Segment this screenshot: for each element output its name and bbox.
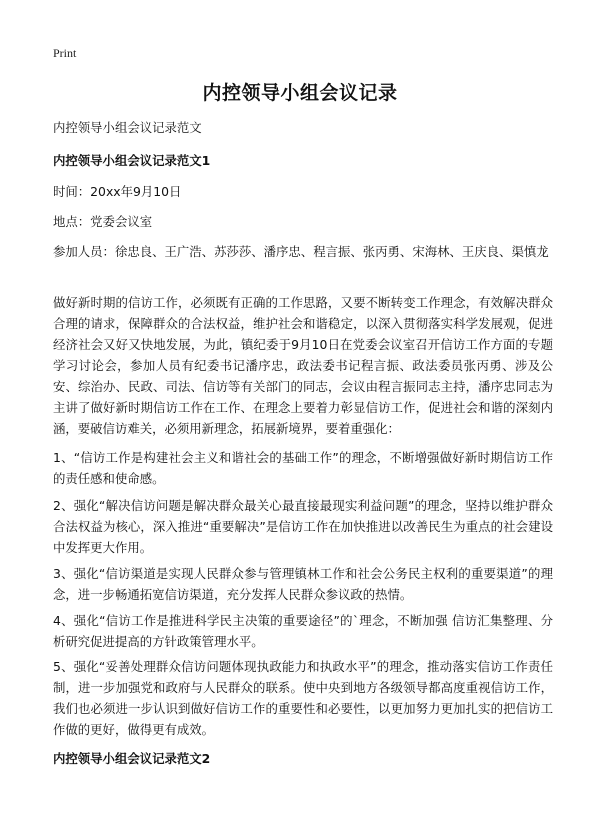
meeting-attendees: 参加人员：徐忠良、王广浩、苏莎莎、潘序忠、程言振、张丙勇、宋海林、王庆良、渠慎龙 [53, 244, 549, 259]
document-subtitle: 内控领导小组会议记录范文 [53, 120, 202, 135]
point-item: 3、强化“信访渠道是实现人民群众参与管理镇林工作和社会公务民主权利的重要渠道”的理念，进一步畅通拓宽信访渠道，充分发挥人民群众参议政的热情。 [53, 566, 553, 602]
page-title: 内控领导小组会议记录 [202, 82, 398, 104]
meeting-time: 时间：20xx年9月10日 [53, 184, 182, 199]
point-item: 5、强化“妥善处理群众信访问题体现执政能力和执政水平”的理念，推动落实信访工作责任制，进一步加强党和政府与人民群众的联系。使中央到地方各级领导都高度重视信访工作，我们也必须进一步认识到做好信访工作的重要性和必要性，以更加努力更加扎实的把信访工作做的更好，做得更有成效。 [53, 659, 553, 737]
section1-heading: 内控领导小组会议记录范文1 [53, 153, 211, 168]
point-item: 1、“信访工作是构建社会主义和谐社会的基础工作”的理念，不断增强做好新时期信访工作的责任感和使命感。 [53, 450, 553, 486]
print-link[interactable]: Print [53, 46, 77, 60]
section2-heading: 内控领导小组会议记录范文2 [53, 751, 211, 766]
point-item: 4、强化“信访工作是推进科学民主决策的重要途径”的`理念，不断加强 信访汇集整理、分析研究促进提高的方针政策管理水平。 [53, 613, 553, 649]
point-item: 2、强化“解决信访问题是解决群众最关心最直接最现实利益问题”的理念，坚持以维护群众合法权益为核心，深入推进“重要解决”是信访工作在加快推进以改善民生为重点的社会建设中发挥更大作用。 [53, 498, 553, 555]
intro-paragraph: 做好新时期的信访工作，必须既有正确的工作思路，又要不断转变工作理念，有效解决群众合理的请求，保障群众的合法权益，维护社会和谐稳定，以深入贯彻落实科学发展观，促进经济社会又好又快地发展，为此，镇纪委于9月10日在党委会议室召开信访工作方面的专题学习讨论会，参加人员有纪委书记潘序忠，政法委书记程言振、政法委员张丙勇、涉及公安、综治办、民政、司法、信访等有关部门的同志，会议由程言振同志主持，潘序忠同志为主讲了做好新时期信访工作在工作、在理念上要着力彰显信访工作，促进社会和谐的深刻内涵，要破信访难关，必须用新理念，拓展新境界，要着重强化： [53, 295, 553, 436]
meeting-place: 地点：党委会议室 [53, 214, 153, 229]
